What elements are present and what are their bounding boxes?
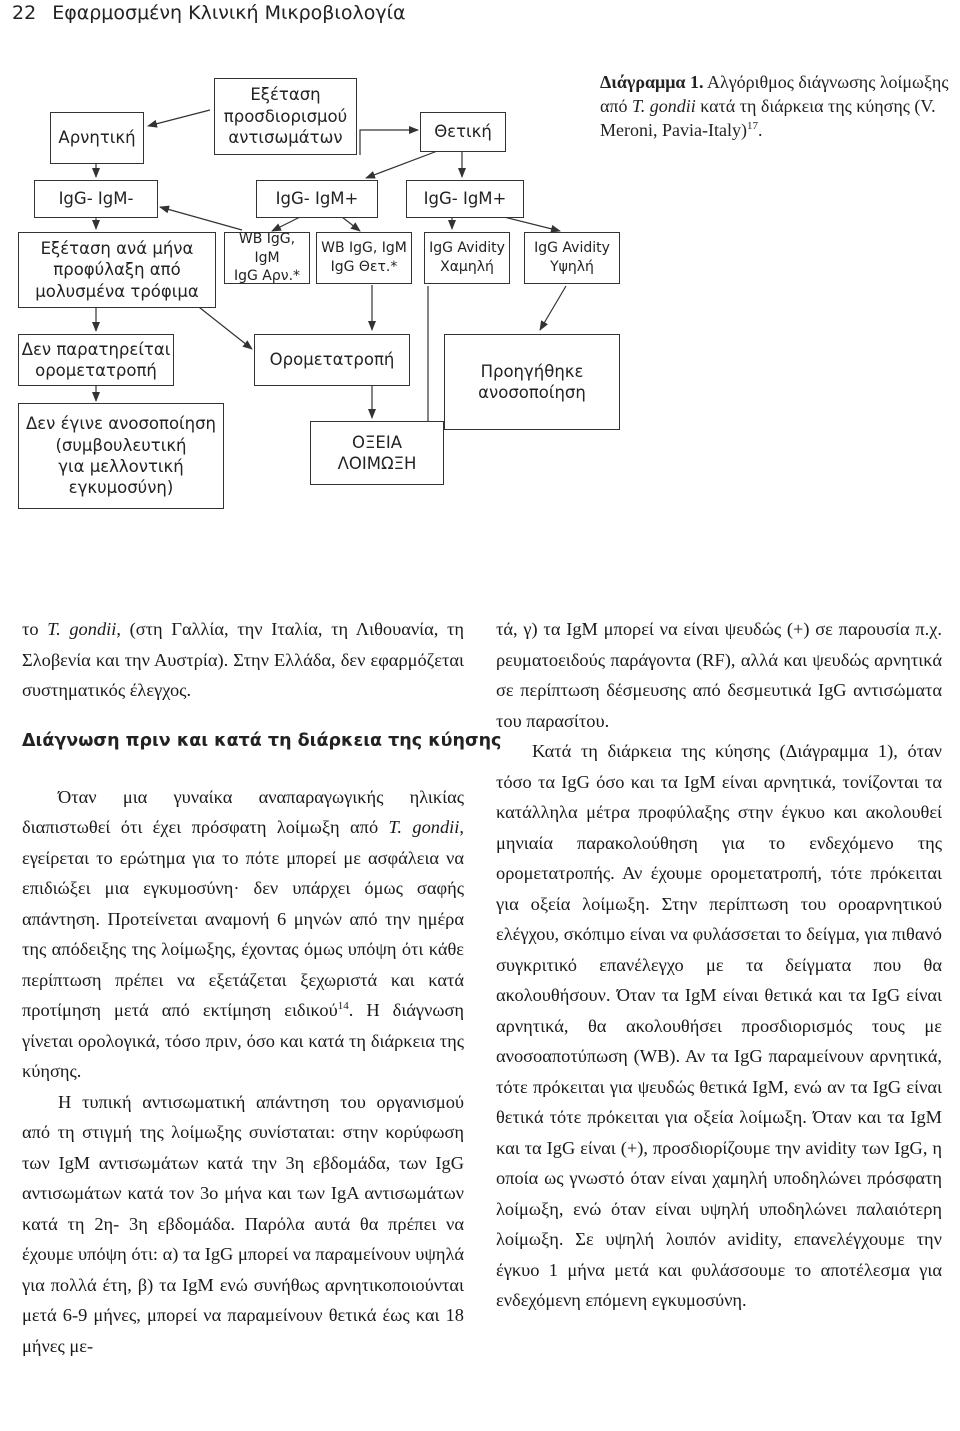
left-p1-species: T. gondii: [47, 619, 117, 639]
arrow-to-negative: [148, 110, 210, 126]
caption-ref: 17: [746, 120, 758, 132]
box-antibody-test: Εξέταση προσδιορισμού αντισωμάτων: [214, 78, 357, 155]
left-p2-text-b: , εγείρεται το ερώτημα για το πότε μπορεί με ασφάλεια να επιδιώξει μια εγκυμοσύνη· δεν υπάρχει όμως σαφής απάντηση. Προτείνεται αναμονή 6 μηνών από την ημέρα της απόδειξης της λοίμωξης, έχοντας όμως υπόψη ότι κάθε περίπτωση πρέπει να εξετάζεται ξεχωριστά και κατά προτίμηση μετά από εκτίμηση ειδικού: [22, 817, 464, 1020]
arrow-wbneg-to-iggneg: [160, 207, 242, 230]
box-igg-neg-igm-neg: IgG- IgM-: [34, 180, 158, 218]
box-igg-neg-igm-pos: IgG- IgM+: [256, 180, 378, 218]
left-p2-ref: 14: [337, 999, 349, 1012]
arrow-to-prior-immunization: [540, 286, 566, 330]
box-seroconversion: Ορομετατροπή: [254, 334, 410, 386]
arrow-avidity-low-to-acute: [428, 286, 440, 432]
right-paragraph-1: τά, γ) τα IgM μπορεί να είναι ψευδώς (+) σε παρουσία π.χ. ρευματοειδούς παράγοντα (RF), αλλά και ψευδώς αρνητικά σε περίπτωση δέσμευσης από δεσμευτικά IgG αντισώματα του παρασίτου.: [496, 619, 942, 731]
right-column: [496, 614, 942, 1316]
box-wb-pos: WB IgG, IgM IgG Θετ.*: [316, 232, 412, 284]
caption-label: Διάγραμμα 1.: [600, 72, 704, 92]
box-positive: Θετική: [420, 112, 506, 152]
box-negative: Αρνητική: [50, 112, 144, 164]
diagram-caption: [600, 70, 955, 142]
box-avidity-low: IgG Avidity Χαμηλή: [424, 232, 510, 284]
box-monthly-test: Εξέταση ανά μήνα προφύλαξη από μολυσμένα τρόφιμα: [18, 232, 216, 308]
left-p2-text-c: . Η διάγνωση γίνεται ορολογικά, τόσο πριν, όσο και κατά τη διάρκεια της κύησης.: [22, 1000, 464, 1081]
arrow-to-avidity-high: [500, 216, 560, 231]
left-p2-text-a: Όταν μια γυναίκα αναπαραγωγικής ηλικίας διαπιστωθεί ότι έχει πρόσφατη λοίμωξη από: [22, 786, 464, 837]
box-no-seroconversion: Δεν παρατηρείται ορομετατροπή: [18, 334, 174, 386]
caption-text-b: κατά τη διάρκεια της κύησης (V. Meroni, Pavia-Italy): [600, 96, 936, 140]
left-paragraph-3: Η τυπική αντισωματική απάντηση του οργανισμού από τη στιγμή της λοίμωξης συνίσταται: στην κορύφωση των IgM αντισωμάτων κατά την 3η εβδομάδα, των IgG αντισωμάτων κατά τον 3ο μήνα και των IgA αντισωμάτων κατά τη 2η- 3η εβδομάδα. Παρόλα αυτά θα πρέπει να έχουμε υπόψη ότι: α) τα IgG μπορεί να παραμείνουν υψηλά για πολλά έτη, β) τα IgM ενώ συνήθως αρνητικοποιούνται μετά 6-9 μήνες, μπορεί να παραμείνουν θετικά έως και 18 μήνες με-: [22, 1091, 464, 1356]
right-paragraph-2: Κατά τη διάρκεια της κύησης (Διάγραμμα 1), όταν τόσο τα IgG όσο και τα IgM είναι αρνητικά, τονίζονται τα κατάλληλα μέτρα προφύλαξης στην έγκυο και ακολουθεί μηνιαία παρακολούθηση για το ενδεχόμενο της ορομετατροπής. Αν έχουμε ορομετατροπή, τότε πρόκειται για οξεία λοίμωξη. Στην περίπτωση του οροαρνητικού ελέγχου, σκόπιμο είναι να φυλάσσεται το δείγμα, για πιθανό συγκριτικό επανέλεγχο με τα δείγματα που θα ακολουθήσουν. Όταν τα IgM είναι θετικά και τα IgG είναι αρνητικά, θα ακολουθήσει προσδιορισμός τους με ανοσοαποτύπωση (WB). Αν τα IgG παραμείνουν αρνητικά, τότε πρόκειται για ψευδώς θετικά IgM, ενώ αν τα IgG είναι θετικά τότε πρόκειται για οξεία λοίμωξη. Όταν και τα IgM και τα IgG είναι (+), προσδιορίζουμε την avidity των IgG, η οποία ως γνωστό όταν είναι χαμηλή υποδηλώνει πρόσφατη λοίμωξη, ενώ όταν είναι υψηλή υποδηλώνει παλαιότερη λοίμωξη. Σε υψηλή λοιπόν avidity, επανελέγχουμε την έγκυο 1 μήνα μετά και φυλάσσουμε το αποτέλεσμα για ενδεχόμενη επόμενη εγκυμοσύνη.: [496, 741, 942, 1310]
arrow-to-positive: [360, 130, 418, 155]
arrow-positive-to-iggneg-igmpos: [366, 150, 440, 178]
section-heading: Διάγνωση πριν και κατά τη διάρκεια της κύησης: [22, 730, 502, 751]
page-number: 22: [12, 2, 37, 24]
caption-text-a: Αλγόριθμος διάγνωσης λοίμωξης από: [600, 72, 949, 116]
arrow-to-wb-pos: [342, 217, 360, 231]
left-paragraph-1: [22, 614, 464, 706]
left-p2-species: T. gondii: [388, 817, 460, 837]
caption-end: .: [757, 120, 763, 140]
box-avidity-high: IgG Avidity Υψηλή: [524, 232, 620, 284]
caption-species: T. gondii: [632, 96, 696, 116]
left-paragraph-2: [22, 782, 464, 1087]
box-wb-neg: WB IgG, IgM IgG Αρν.*: [224, 232, 310, 284]
running-title: Εφαρμοσμένη Κλινική Μικροβιολογία: [52, 2, 406, 24]
box-no-immunization: Δεν έγινε ανοσοποίηση (συμβουλευτική για μελλοντική εγκυμοσύνη): [18, 403, 224, 509]
box-igg-neg-igm-pos-2: IgG- IgM+: [406, 180, 524, 218]
left-p1-text-a: το: [22, 619, 48, 639]
box-acute-infection: ΟΞΕΙΑ ΛΟΙΜΩΞΗ: [310, 421, 444, 485]
box-prior-immunization: Προηγήθηκε ανοσοποίηση: [444, 334, 620, 430]
left-p1-text-b: , (στη Γαλλία, την Ιταλία, τη Λιθουανία, τη Σλοβενία και την Αυστρία). Στην Ελλάδα, δεν εφαρμόζεται συστηματικός έλεγχος.: [22, 619, 464, 700]
left-column: [22, 614, 502, 1361]
